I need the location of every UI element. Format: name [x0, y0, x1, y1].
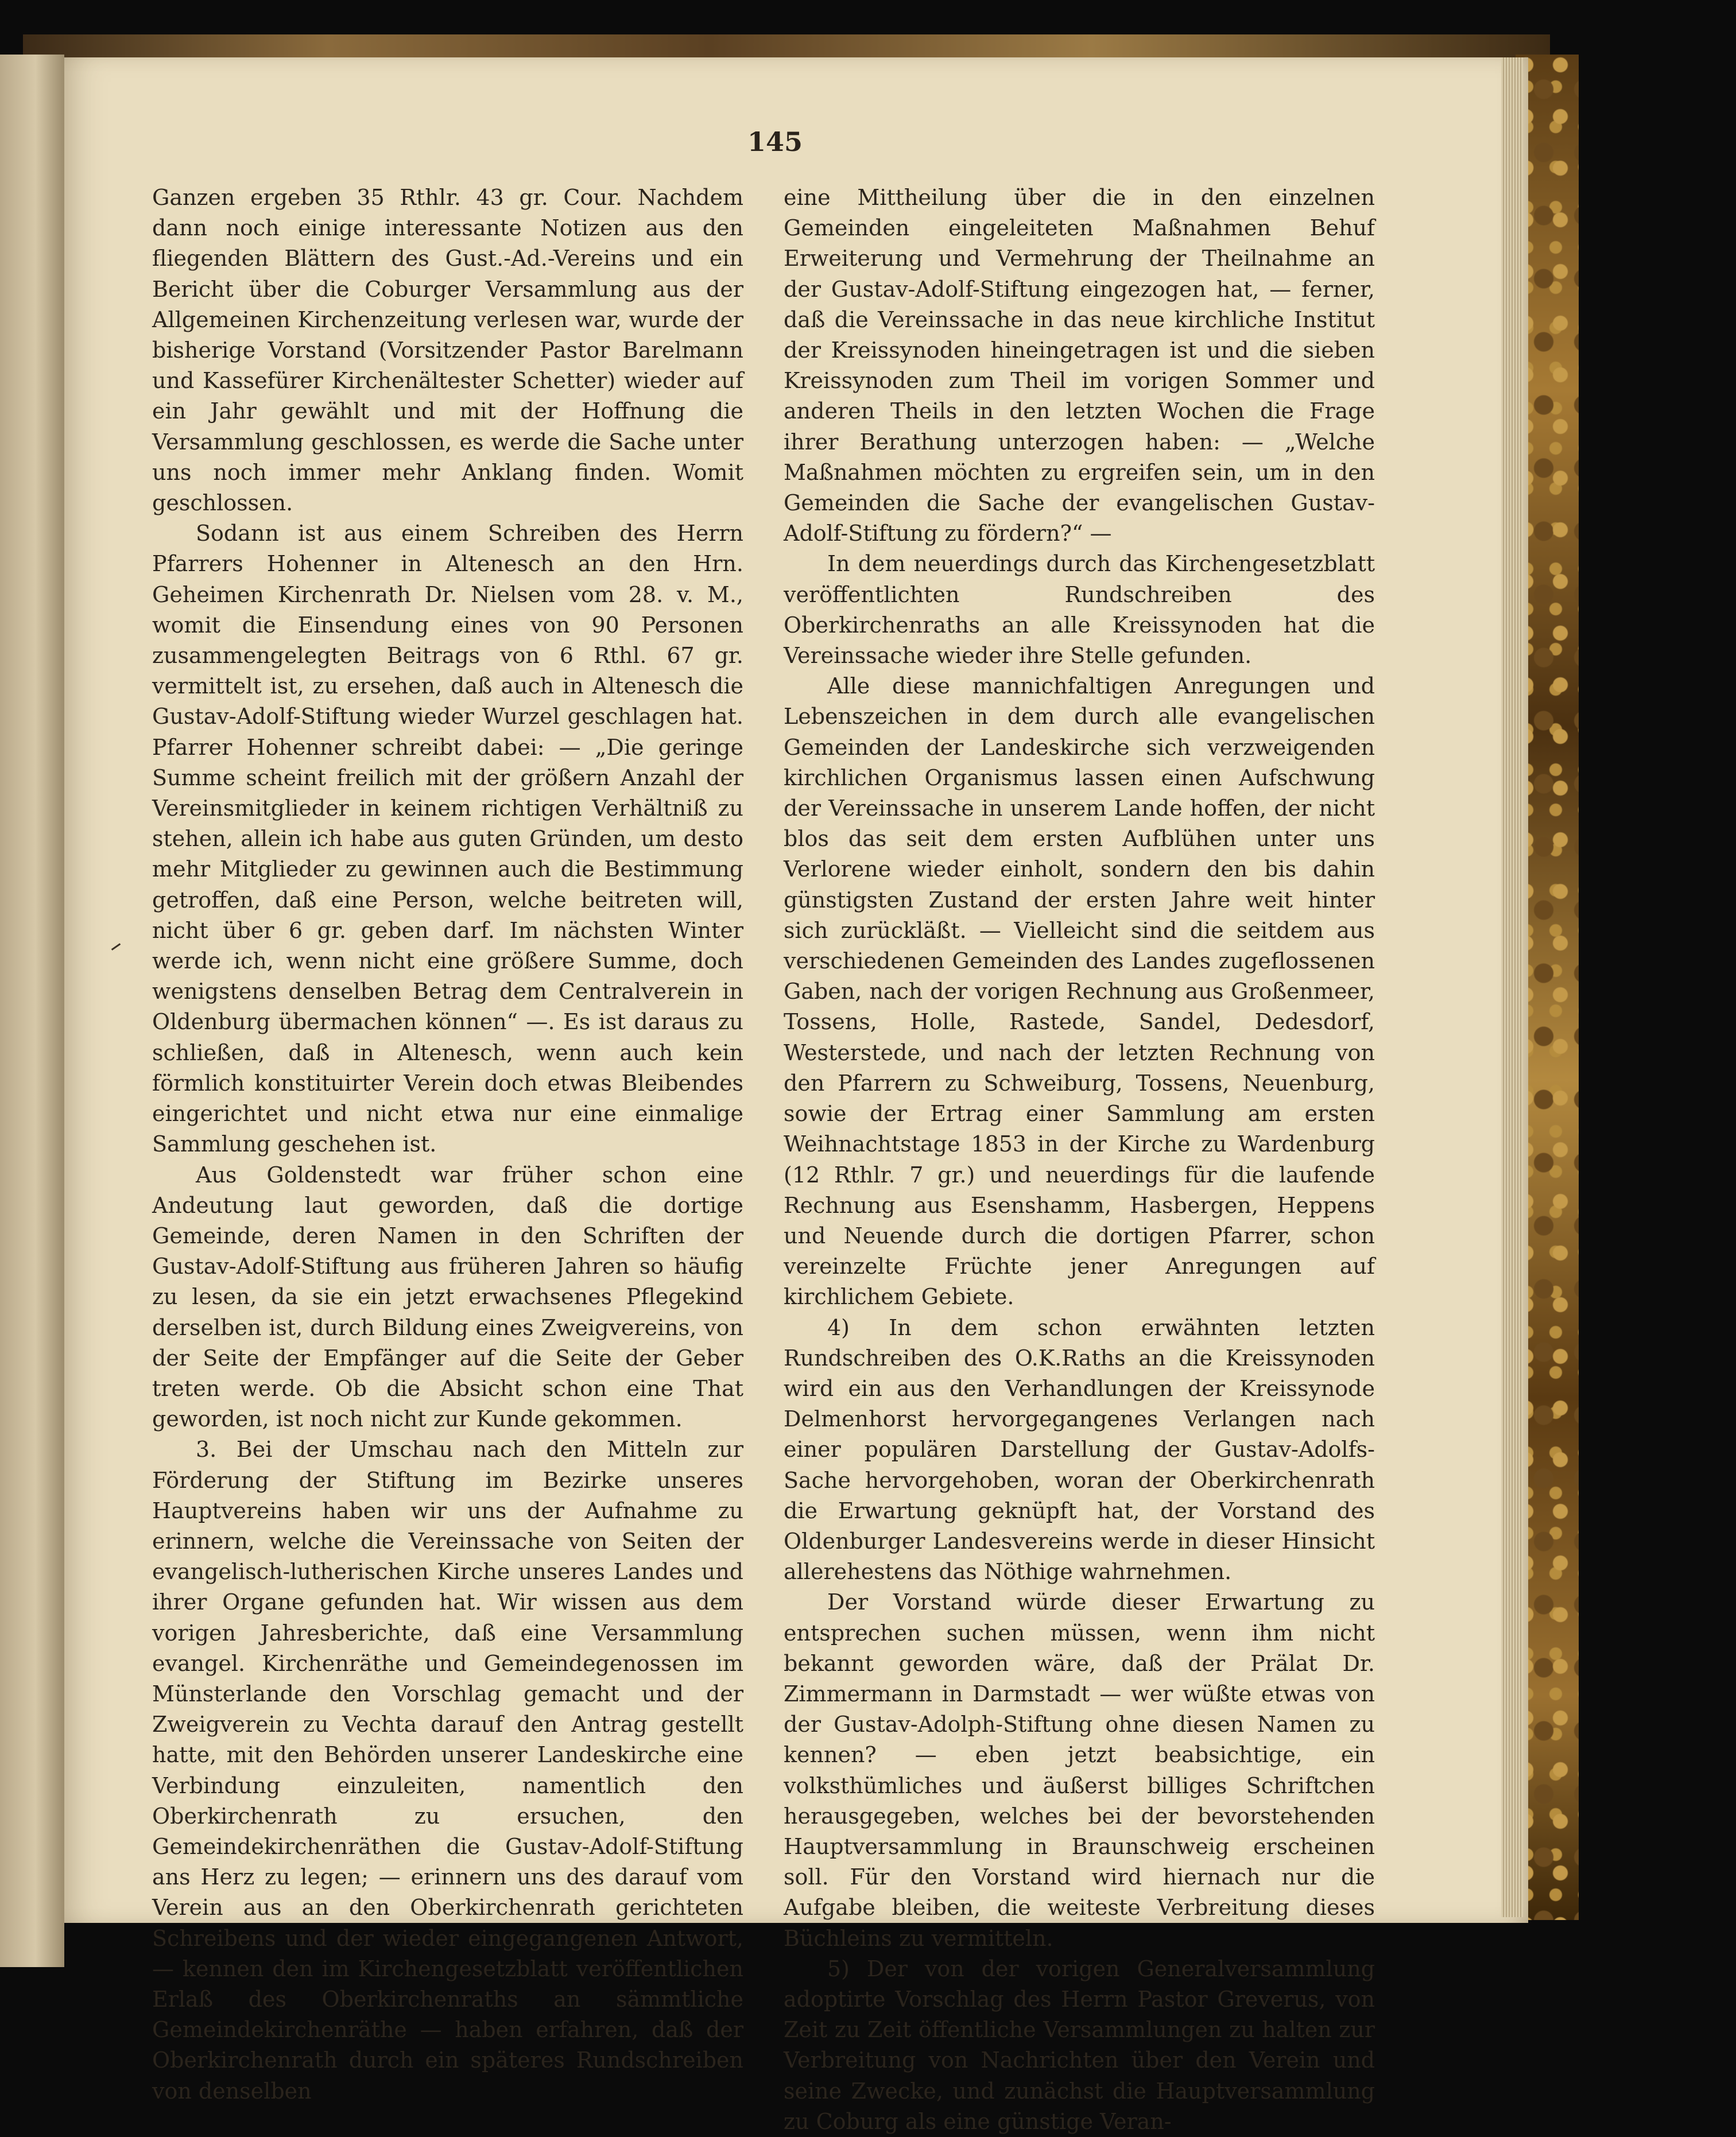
right-text-column: [784, 183, 1375, 2137]
page-number: 145: [747, 126, 803, 157]
paragraph: 5) Der von der vorigen Generalversammlung adoptirte Vorschlag des Herrn Pastor Greverus, von Zeit zu Zeit öffentliche Versammlungen zu halten zur Verbreitung von Nachrichten über den Verein und seine Zwecke, und zunächst die Hauptversammlung zu Coburg als eine günstige Veran-: [784, 1956, 1375, 2134]
paragraph: 3. Bei der Umschau nach den Mitteln zur Förderung der Stiftung im Bezirke unseres Hauptvereins haben wir uns der Aufnahme zu erinnern, welche die Vereinssache von Seiten der evangelisch-lutherischen Kirche unseres Landes und ihrer Organe gefunden hat. Wir wissen aus dem vorigen Jahresberichte, daß eine Versammlung evangel. Kirchenräthe und Gemeindegenossen im Münsterlande den Vorschlag gemacht und der Zweigverein zu Vechta darauf den Antrag gestellt hatte, mit den Behörden unserer Landeskirche eine Verbindung einzuleiten, namentlich den Oberkirchenrath zu ersuchen, den Gemeindekirchenräthen die Gustav-Adolf-Stiftung ans Herz zu legen; — erinnern uns des darauf vom Verein aus an den Oberkirchenrath gerichteten Schreibens und der wieder eingegangenen Antwort, — kennen den im Kirchengesetzblatt veröffentlichen Erlaß des Oberkirchenraths an sämmtliche Gemeindekirchenräthe — haben erfahren, daß der Oberkirchenrath durch ein späteres Rundschreiben von denselben: [152, 1437, 743, 2104]
facing-page-edge: [0, 55, 64, 1967]
paragraph: eine Mittheilung über die in den einzelnen Gemeinden eingeleiteten Maßnahmen Behuf Erweiterung und Vermehrung der Theilnahme an der Gustav-Adolf-Stiftung eingezogen hat, — ferner, daß die Vereinssache in das neue kirchliche Institut der Kreissynoden hineingetragen ist und die sieben Kreissynoden zum Theil im vorigen Sommer und anderen Theils in den letzten Wochen die Frage ihrer Berathung unterzogen haben: — „Welche Maßnahmen möchten zu ergreifen sein, um in den Gemeinden die Sache der evangelischen Gustav-Adolf-Stiftung zu fördern?“ —: [784, 185, 1375, 546]
paragraph: Alle diese mannichfaltigen Anregungen und Lebenszeichen in dem durch alle evangelischen Gemeinden der Landeskirche sich verzweigenden kirchlichen Organismus lassen einen Aufschwung der Vereinssache in unserem Lande hoffen, der nicht blos das seit dem ersten Aufblühen unter uns Verlorene wieder einholt, sondern den bis dahin günstigsten Zustand der ersten Jahre weit hinter sich zurückläßt. — Vielleicht sind die seitdem aus verschiedenen Gemeinden des Landes zugeflossenen Gaben, nach der vorigen Rechnung aus Großenmeer, Tossens, Holle, Rastede, Sandel, Dedesdorf, Westerstede, und nach der letzten Rechnung von den Pfarrern zu Schweiburg, Tossens, Neuenburg, sowie der Ertrag einer Sammlung am ersten Weihnachtstage 1853 in der Kirche zu Wardenburg (12 Rthlr. 7 gr.) und neuerdings für die laufende Rechnung aus Esenshamm, Hasbergen, Heppens und Neuende durch die dortigen Pfarrer, schon vereinzelte Früchte jener Anregungen auf kirchlichem Gebiete.: [784, 673, 1375, 1310]
paragraph: 4) In dem schon erwähnten letzten Rundschreiben des O.K.Raths an die Kreissynoden wird ein aus den Verhandlungen der Kreissynode Delmenhorst hervorgegangenes Verlangen nach einer populären Darstellung der Gustav-Adolfs-Sache hervorgehoben, woran der Oberkirchenrath die Erwartung geknüpft hat, der Vorstand des Oldenburger Landesvereins werde in dieser Hinsicht allerehestens das Nöthige wahrnehmen.: [784, 1314, 1375, 1585]
paragraph: Der Vorstand würde dieser Erwartung zu entsprechen suchen müssen, wenn ihm nicht bekannt geworden wäre, daß der Prälat Dr. Zimmermann in Darmstadt — wer wüßte etwas von der Gustav-Adolph-Stiftung ohne diesen Namen zu kennen? — eben jetzt beabsichtige, ein volksthümliches und äußerst billiges Schriftchen herausgegeben, welches bei der bevorstehenden Hauptversammlung in Braunschweig erscheinen soll. Für den Vorstand wird hiernach nur die Aufgabe bleiben, die weiteste Verbreitung dieses Büchleins zu vermitteln.: [784, 1589, 1375, 1951]
page-stack-edge: [1501, 57, 1523, 1917]
paragraph: In dem neuerdings durch das Kirchengesetzblatt veröffentlichten Rundschreiben des Oberkirchenraths an alle Kreissynoden hat die Vereinssache wieder ihre Stelle gefunden.: [784, 551, 1375, 669]
left-text-column: [152, 183, 743, 2107]
paragraph: Ganzen ergeben 35 Rthlr. 43 gr. Cour. Nachdem dann noch einige interessante Notizen aus den fliegenden Blättern des Gust.-Ad.-Vereins und ein Bericht über die Coburger Versammlung aus der Allgemeinen Kirchenzeitung verlesen war, wurde der bisherige Vorstand (Vorsitzender Pastor Barelmann und Kassefürer Kirchenältester Schetter) wieder auf ein Jahr gewählt und mit der Hoffnung die Versammlung geschlossen, es werde die Sache unter uns noch immer mehr Anklang finden. Womit geschlossen.: [152, 185, 743, 516]
paragraph: Sodann ist aus einem Schreiben des Herrn Pfarrers Hohenner in Altenesch an den Hrn. Geheimen Kirchenrath Dr. Nielsen vom 28. v. M., womit die Einsendung eines von 90 Personen zusammengelegten Beitrags von 6 Rthl. 67 gr. vermittelt ist, zu ersehen, daß auch in Altenesch die Gustav-Adolf-Stiftung wieder Wurzel geschlagen hat. Pfarrer Hohenner schreibt dabei: — „Die geringe Summe scheint freilich mit der größern Anzahl der Vereinsmitglieder in keinem richtigen Verhältniß zu stehen, allein ich habe aus guten Gründen, um desto mehr Mitglieder zu gewinnen auch die Bestimmung getroffen, daß eine Person, welche beitreten will, nicht über 6 gr. geben darf. Im nächsten Winter werde ich, wenn nicht eine größere Summe, doch wenigstens denselben Betrag dem Centralverein in Oldenburg übermachen können“ —. Es ist daraus zu schließen, daß in Altenesch, wenn auch kein förmlich konstituirter Verein doch etwas Bleibendes eingerichtet und nicht etwa nur eine einmalige Sammlung geschehen ist.: [152, 521, 743, 1157]
paragraph: Aus Goldenstedt war früher schon eine Andeutung laut geworden, daß die dortige Gemeinde, deren Namen in den Schriften der Gustav-Adolf-Stiftung aus früheren Jahren so häufig zu lesen, da sie ein jetzt erwachsenes Pflegekind derselben ist, durch Bildung eines Zweigvereins, von der Seite der Empfänger auf die Seite der Geber treten werde. Ob die Absicht schon eine That geworden, ist noch nicht zur Kunde gekommen.: [152, 1162, 743, 1432]
